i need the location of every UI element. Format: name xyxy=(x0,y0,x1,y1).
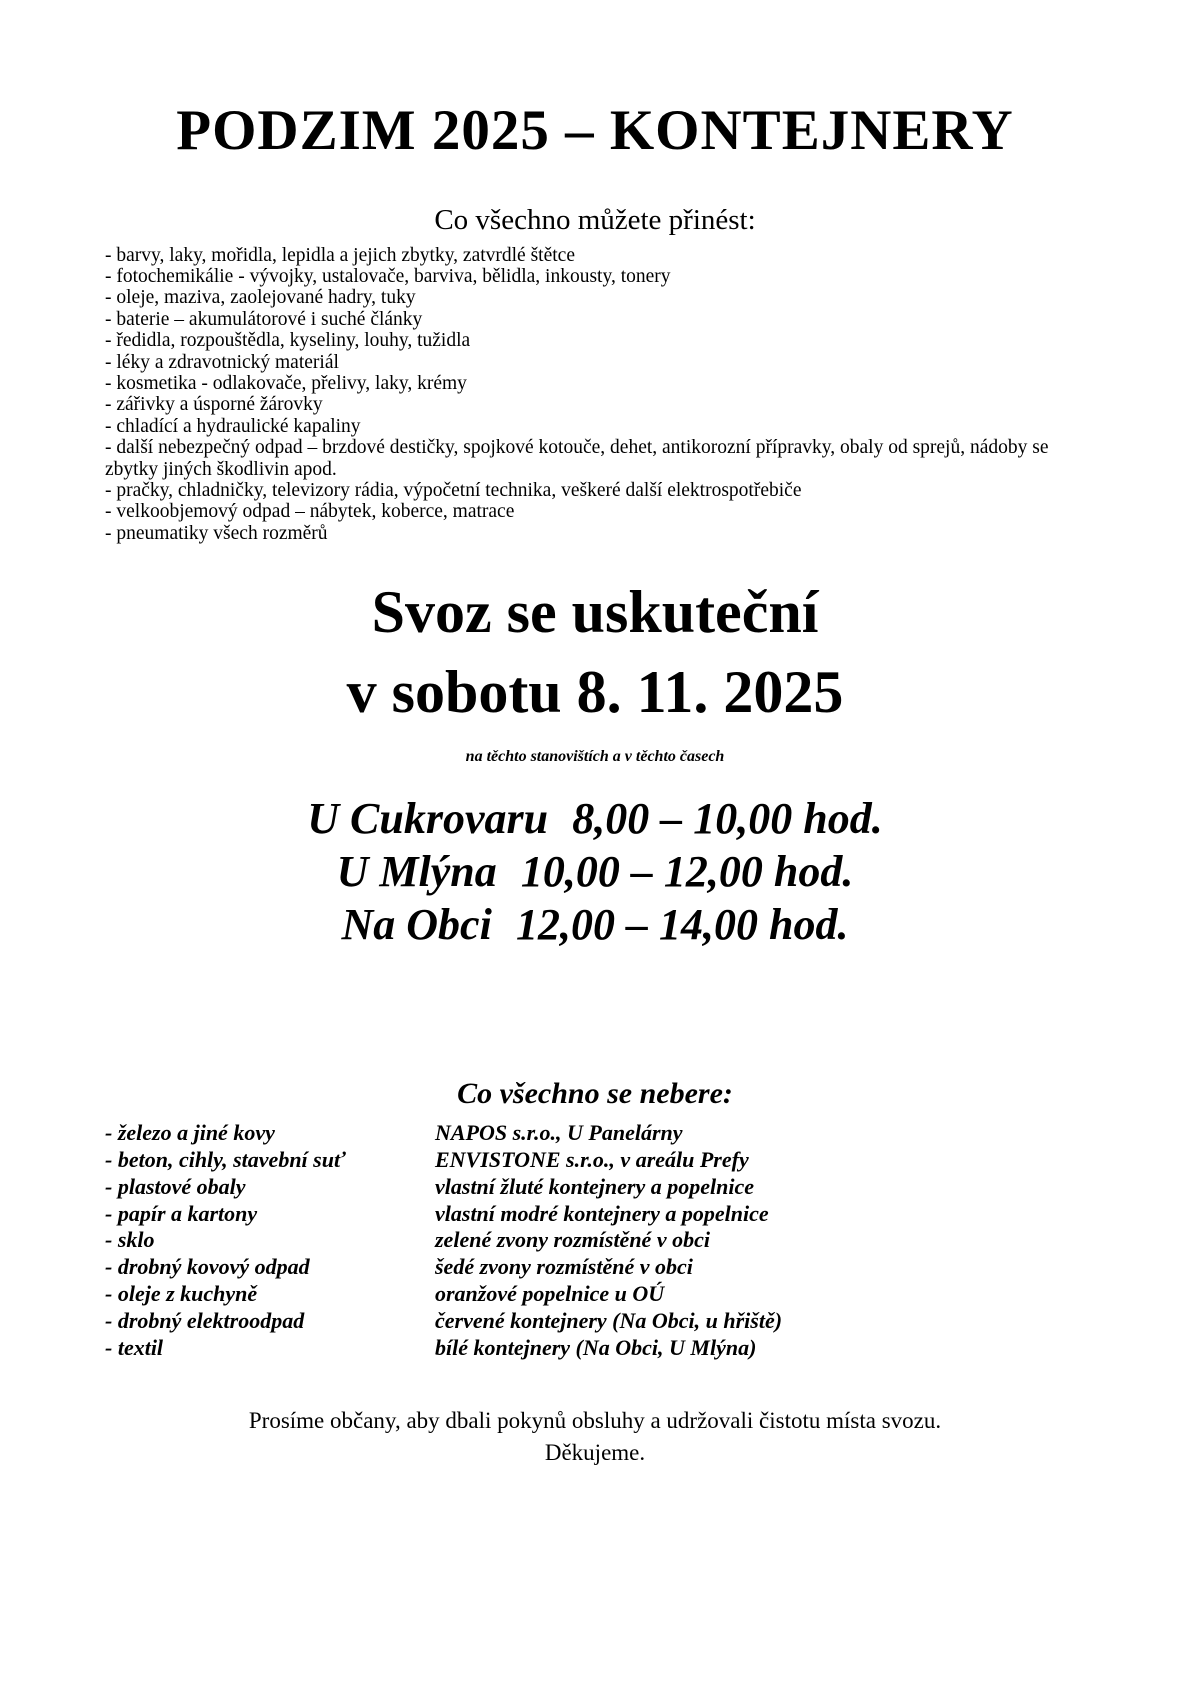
schedule-location: U Mlýna xyxy=(336,847,497,897)
event-note: na těchto stanovištích a v těchto časech xyxy=(465,748,725,766)
not-accepted-item: - drobný kovový odpad xyxy=(105,1254,310,1280)
not-accepted-destination: NAPOS s.r.o., U Panelárny xyxy=(435,1120,683,1146)
not-accepted-destination: šedé zvony rozmístěné v obci xyxy=(435,1254,693,1280)
bring-list-item: - kosmetika - odlakovače, přelivy, laky, krémy xyxy=(105,373,467,395)
not-accepted-item: - papír a kartony xyxy=(105,1200,258,1226)
not-accepted-item: - textil xyxy=(105,1334,164,1360)
not-accepted-row xyxy=(105,1174,1190,1201)
not-accepted-item: - oleje z kuchyně xyxy=(105,1281,258,1307)
not-accepted-row xyxy=(105,1201,1190,1228)
not-accepted-list xyxy=(105,1120,1190,1361)
not-accepted-heading: Co všechno se nebere: xyxy=(457,1077,733,1111)
bring-list-item: - chladící a hydraulické kapaliny xyxy=(105,415,361,437)
schedule-list xyxy=(0,792,1190,951)
schedule-location: U Cukrovaru xyxy=(307,794,549,844)
not-accepted-destination: zelené zvony rozmístěné v obci xyxy=(435,1227,710,1253)
event-heading-line1: Svoz se uskuteční xyxy=(371,579,819,646)
not-accepted-row xyxy=(105,1254,1190,1281)
page-title: PODZIM 2025 – KONTEJNERY xyxy=(176,99,1014,162)
not-accepted-destination: oranžové popelnice u OÚ xyxy=(435,1281,665,1307)
not-accepted-destination: bílé kontejnery (Na Obci, U Mlýna) xyxy=(435,1334,757,1360)
bring-list-item: - baterie – akumulátorové i suché články xyxy=(105,308,423,330)
not-accepted-item: - sklo xyxy=(105,1227,155,1253)
bring-list-item: - léky a zdravotnický materiál xyxy=(105,351,339,373)
not-accepted-destination: ENVISTONE s.r.o., v areálu Prefy xyxy=(435,1147,749,1173)
not-accepted-row xyxy=(105,1147,1190,1174)
not-accepted-row xyxy=(105,1120,1190,1147)
not-accepted-item: - plastové obaly xyxy=(105,1173,246,1199)
footer xyxy=(0,1405,1190,1469)
bring-list-item: - barvy, laky, mořidla, lepidla a jejich zbytky, zatvrdlé štětce xyxy=(105,244,575,266)
not-accepted-destination: červené kontejnery (Na Obci, u hřiště) xyxy=(435,1307,783,1333)
bring-list-item: - pneumatiky všech rozměrů xyxy=(105,522,328,544)
not-accepted-item: - beton, cihly, stavební suť xyxy=(105,1147,346,1173)
bring-list-item: - fotochemikálie - vývojky, ustalovače, barviva, bělidla, inkousty, tonery xyxy=(105,265,671,287)
not-accepted-row xyxy=(105,1227,1190,1254)
not-accepted-destination: vlastní modré kontejnery a popelnice xyxy=(435,1200,769,1226)
footer-request: Prosíme občany, aby dbali pokynů obsluhy a udržovali čistotu místa svozu. xyxy=(248,1408,942,1434)
not-accepted-row xyxy=(105,1281,1190,1308)
bring-list-item: - velkoobjemový odpad – nábytek, koberce, matrace xyxy=(105,501,515,523)
bring-list-item: - pračky, chladničky, televizory rádia, výpočetní technika, veškeré další elektrospotřebiče xyxy=(105,480,802,502)
bring-list-item: - další nebezpečný odpad – brzdové destičky, spojkové kotouče, dehet, antikorozní přípravky, obaly od sprejů, nádoby se zbytky jiných škodlivin apod. xyxy=(105,437,1049,480)
event-heading-line2: v sobotu 8. 11. 2025 xyxy=(346,659,844,726)
bring-list-item: - oleje, maziva, zaolejované hadry, tuky xyxy=(105,287,416,309)
schedule-location: Na Obci xyxy=(341,900,492,950)
schedule-time: 10,00 – 12,00 hod. xyxy=(520,847,854,897)
event-heading xyxy=(0,572,1190,732)
bring-list-item: - zářivky a úsporné žárovky xyxy=(105,394,323,416)
not-accepted-row xyxy=(105,1335,1190,1362)
bring-list-item: - ředidla, rozpouštědla, kyseliny, louhy, tužidla xyxy=(105,330,471,352)
footer-thanks: Děkujeme. xyxy=(544,1440,646,1466)
bring-section-heading: Co všechno můžete přinést: xyxy=(434,203,756,236)
not-accepted-destination: vlastní žluté kontejnery a popelnice xyxy=(435,1173,754,1199)
not-accepted-item: - železo a jiné kovy xyxy=(105,1120,275,1146)
schedule-time: 12,00 – 14,00 hod. xyxy=(516,900,849,950)
not-accepted-row xyxy=(105,1308,1190,1335)
schedule-line xyxy=(0,898,1190,951)
bring-items-list xyxy=(0,245,1190,545)
schedule-line xyxy=(0,792,1190,845)
schedule-line xyxy=(0,845,1190,898)
schedule-time: 8,00 – 10,00 hod. xyxy=(572,794,883,844)
not-accepted-item: - drobný elektroodpad xyxy=(105,1307,305,1333)
